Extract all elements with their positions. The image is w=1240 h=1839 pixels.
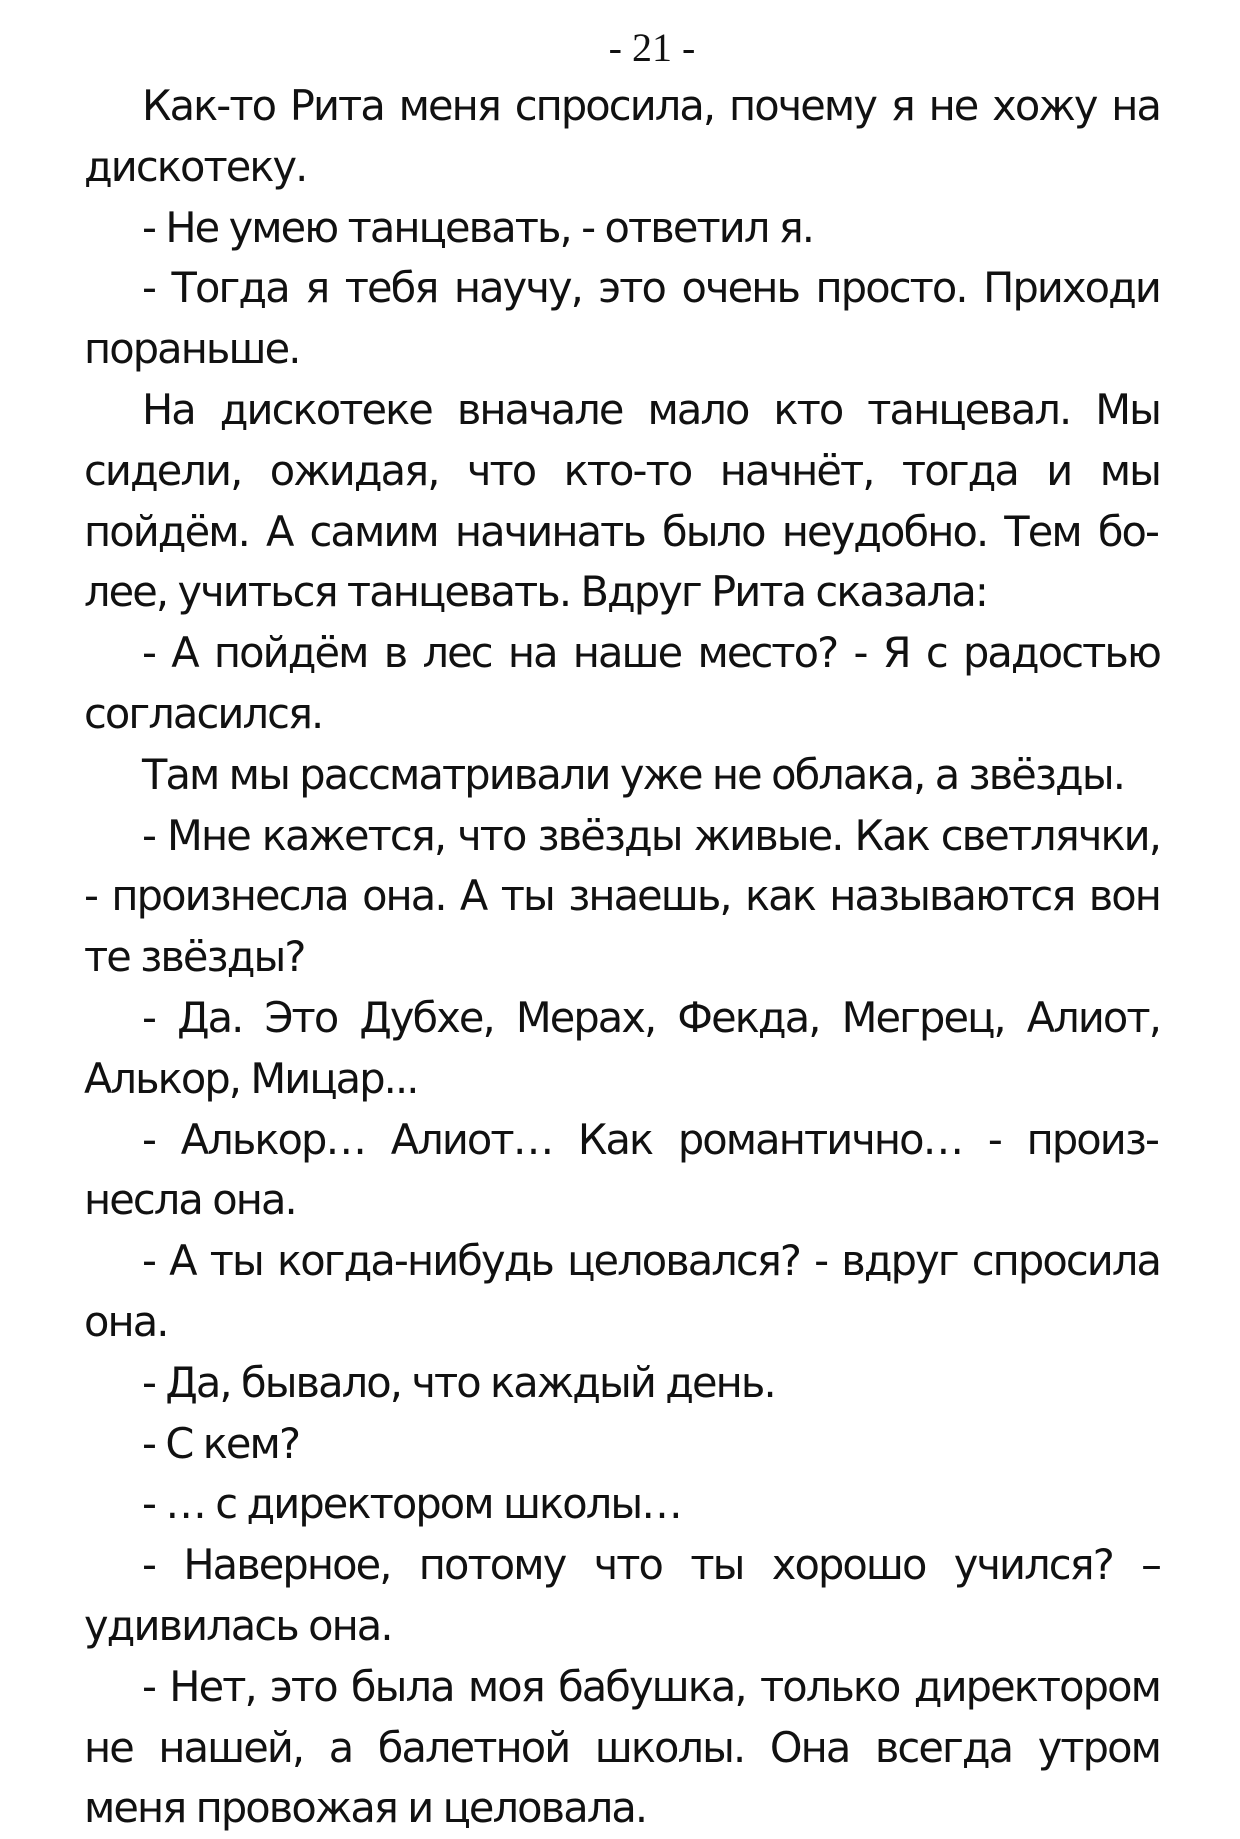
page-number: - 21 - [608,25,696,70]
paragraph: - Мне кажется, что звёзды живые. Как светлячки, - произнесла она. А ты знаешь, как называются вон те звёзды? [84,810,1160,982]
paragraph: - А пойдём в лес на наше место? - Я с радостью согласился. [84,628,1160,738]
paragraph: - Не умею танцевать, - ответил я. [142,202,814,252]
paragraph: - Наверное, потому что ты хорошо учился? – удивилась она. [84,1540,1160,1650]
paragraph: Там мы рассматривали уже не облака, а звёзды. [142,749,1125,799]
page-text [84,76,1160,1839]
paragraph: - С кем? [142,1418,300,1468]
paragraph: - … с директором школы… [142,1479,681,1529]
paragraph: - А ты когда-нибудь целовался? - вдруг спросила она. [84,1236,1160,1346]
paragraph: - Алькор… Алиот… Как романтично… - произнесла она. [84,1114,1160,1225]
paragraph: - Да. Это Дубхе, Мерах, Фекда, Мегрец, Алиот, Алькор, Мицар... [84,992,1160,1103]
paragraph: На дискотеке вначале мало кто танцевал. Мы сидели, ожидая, что кто-то начнёт, тогда и мы пойдём. А самим начинать было неудобно. Тем более, учиться танцевать. Вдруг Рита сказала: [84,384,1160,617]
paragraph: - Тогда я тебя научу, это очень просто. Приходи пораньше. [84,263,1160,374]
paragraph: Как-то Рита меня спросила, почему я не хожу на дискотеку. [84,81,1160,191]
paragraph: - Да, бывало, что каждый день. [142,1357,775,1407]
paragraph: - Нет, это была моя бабушка, только директором не нашей, а балетной школы. Она всегда утром меня провожая и целовала. [84,1661,1160,1833]
book-page [84,20,1160,1839]
